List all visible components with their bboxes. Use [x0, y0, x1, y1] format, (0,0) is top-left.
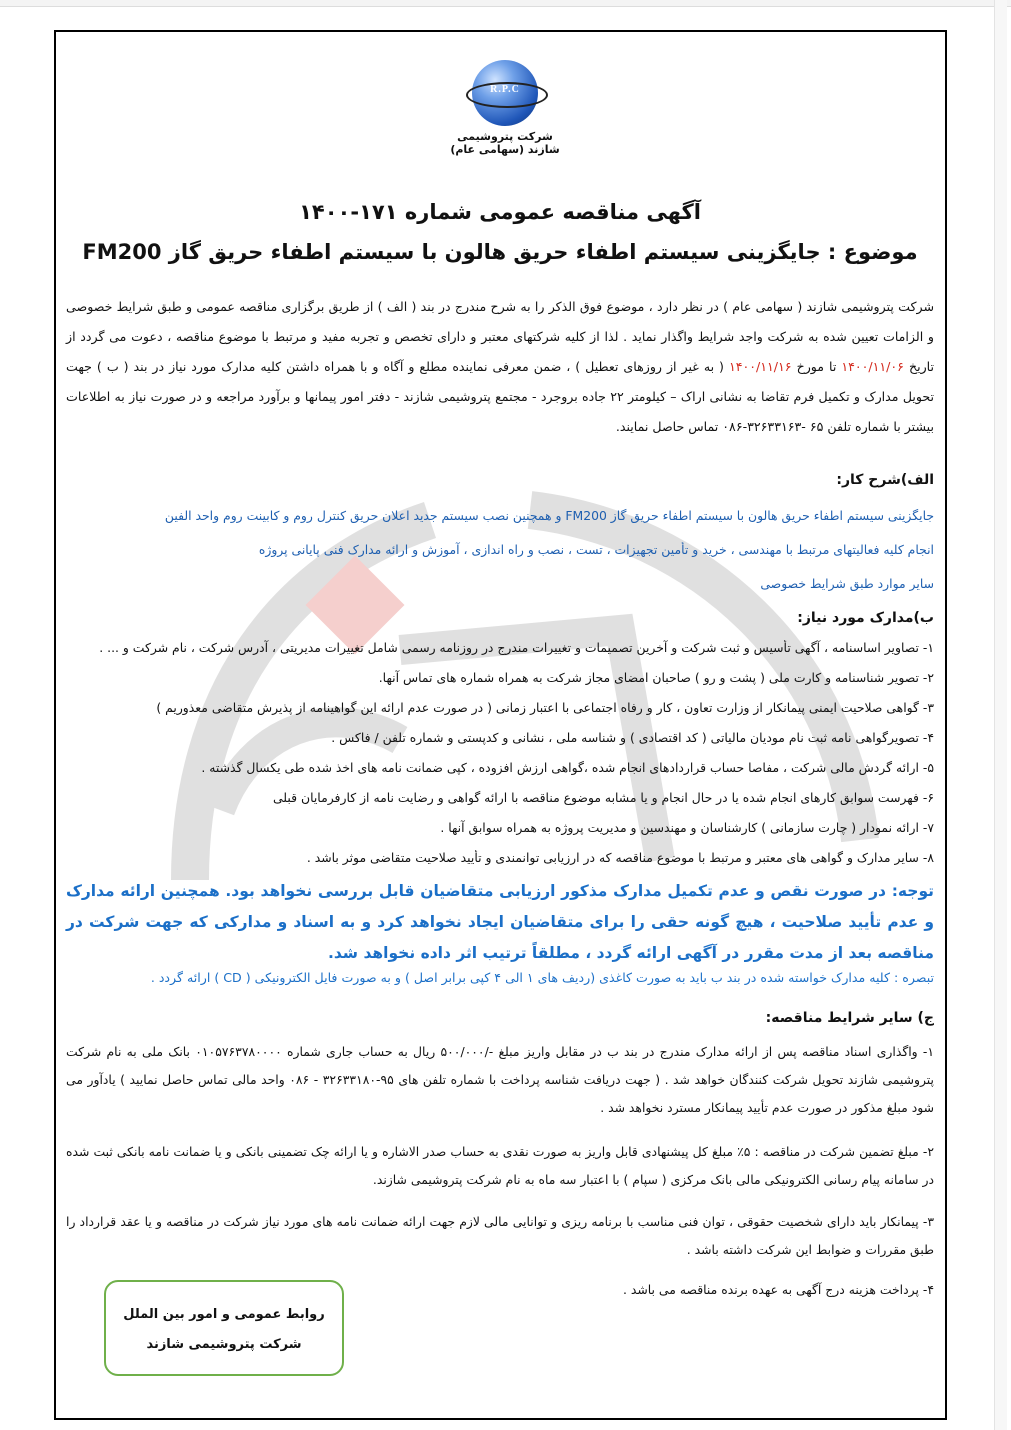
section-a-item: انجام کلیه فعالیتهای مرتبط با مهندسی ، خرید و تأمین تجهیزات ، تست ، نصب و راه اندازی ، آموزش و ارائه مدارک فنی پایانی پروژه: [258, 542, 934, 557]
section-c-heading: ج) سایر شرایط مناقصه:: [765, 1010, 934, 1026]
notice-warning: توجه: در صورت نقص و عدم تکمیل مدارک مذکور ارزیابی متقاضیان قابل بررسی نخواهد بود. همچنین ارائه مدارک و عدم تأیید صلاحیت ، هیچ گونه حقی را برای متقاضیان ایجاد نخواهد کرد و به اسناد و مدارکی که جهت شرکت در مناقصه بعد از مدت مقرر در آگهی ارائه گردد ، مطلقاً ترتیب اثر داده نخواهد شد.: [66, 882, 934, 962]
signature-box: [104, 1280, 344, 1376]
section-b-item: ۲- تصویر شناسنامه و کارت ملی ( پشت و رو ) صاحبان امضای مجاز شرکت به همراه شماره های تماس آنها.: [378, 670, 934, 685]
logo-mark: R.P.C: [490, 84, 520, 95]
viewer-scrollbar[interactable]: [994, 0, 1007, 1430]
section-b-item: ۴- تصویرگواهی نامه ثبت نام مودیان مالیاتی ( کد اقتصادی ) و شناسه ملی ، نشانی و کدپستی و شماره تلفن / فاکس .: [331, 730, 934, 745]
section-b-item: ۷- ارائه نمودار ( چارت سازمانی ) کارشناسان و مهندسین و مدیریت پروژه به همراه سوابق آنها .: [440, 820, 934, 835]
viewer-top-bar: [0, 0, 1011, 7]
date-to: ۱۴۰۰/۱۱/۱۶: [728, 359, 792, 374]
section-b-item: ۳- گواهی صلاحیت ایمنی پیمانکار از وزارت تعاون ، کار و رفاه اجتماعی با اعتبار زمانی ( در صورت عدم ارائه این گواهینامه از پذیرش متقاضی معذوریم ): [156, 700, 934, 715]
date-from: ۱۴۰۰/۱۱/۰۶: [841, 359, 904, 374]
section-c-item: ۳- پیمانکار باید دارای شخصیت حقوقی ، توان فنی مناسب با برنامه ریزی و توانایی مالی لازم جهت ارائه ضمانت نامه های مورد نیاز شرکت در مناقصه و یا عقد قرارداد را طبق مقررات و ضوابط این شرکت داشته باشد .: [66, 1214, 934, 1257]
section-a-item: سایر موارد طبق شرایط خصوصی: [760, 576, 934, 591]
intro-paragraph: شرکت پتروشیمی شازند ( سهامی عام ) در نظر دارد ، موضوع فوق الذکر را به شرح مندرج در بند ( الف ) از طریق برگزاری مناقصه عمومی و طبق شرایط خصوصی و الزامات تعیین شده به شرکت واجد شرایط واگذار نماید . لذا از کلیه شرکتهای معتبر و دارای تخصص و تجربه مفید و مرتبط با موضوع مناقصه ، دعوت می گردد از تاریخ ۱۴۰۰/۱۱/۰۶ تا مورخ ۱۴۰۰/۱۱/۱۶ ( به غیر از روزهای تعطیل ) ، ضمن معرفی نماینده مطلع و آگاه و با همراه داشتن کلیه مدارک مورد نیاز در بند ( ب ) جهت تحویل مدارک و تکمیل فرم تقاضا به نشانی اراک – کیلومتر ۲۲ جاده بروجرد - مجتمع پتروشیمی شازند - دفتر امور پیمانها و برآورد مراجعه و در صورت نیاز به اطلاعات بیشتر با شماره تلفن ۶۵ -۳۲۶۳۳۱۶۳-۰۸۶ تماس حاصل نمایند.: [66, 299, 935, 434]
company-logo: [440, 60, 570, 156]
section-b-heading: ب)مدارک مورد نیاز:: [797, 610, 934, 626]
globe-icon: [472, 60, 538, 126]
section-a-heading: الف)شرح کار:: [836, 472, 934, 488]
section-c-item: ۲- مبلغ تضمین شرکت در مناقصه : ۵٪ مبلغ کل پیشنهادی قابل واریز به صورت نقدی به حساب صدر الاشاره و یا ارائه چک تضمینی بانکی و یا ضمانت نامه بانکی ثبت شده در سامانه پیام رسانی الکترونیکی مالی بانک مرکزی ( سپام ) با اعتبار سه ماه به نام شرکت پتروشیمی شازند.: [66, 1144, 934, 1187]
section-c-item: ۱- واگذاری اسناد مناقصه پس از ارائه مدارک مندرج در بند ب در مقابل واریز مبلغ -/۵۰۰/۰۰۰ ریال به حساب جاری شماره ۰۱۰۵۷۶۳۷۸۰۰۰۰ بانک ملی به نام شرکت پتروشیمی شازند تحویل شرکت کنندگان خواهد شد . ( جهت دریافت شناسه پرداخت با شماره تلفن های ۹۵-۳۲۶۳۳۱۸۰ - ۰۸۶ واحد مالی تماس حاصل نمایید ) یادآور می شود مبلغ مذکور در صورت عدم تأیید پیمانکار مسترد نخواهد شد .: [66, 1044, 935, 1115]
section-b-item: ۵- ارائه گردش مالی شرکت ، مفاصا حساب قراردادهای انجام شده ،گواهی ارزش افزوده ، کپی ضمانت نامه های اخذ شده طی یکسال گذشته .: [201, 760, 934, 775]
remark-note: تبصره : کلیه مدارک خواسته شده در بند ب باید به صورت کاغذی (ردیف های ۱ الی ۴ کپی برابر اصل ) و به صورت فایل الکترونیکی ( CD ) ارائه گردد .: [150, 970, 934, 985]
logo-caption: شرکت پتروشیمی شازند (سهامی عام): [450, 130, 560, 156]
signature-line2: شرکت پتروشیمی شازند: [146, 1337, 302, 1352]
section-c-item: ۴- پرداخت هزینه درج آگهی به عهده برنده مناقصه می باشد .: [622, 1282, 934, 1297]
section-b-item: ۸- سایر مدارک و گواهی های معتبر و مرتبط با موضوع مناقصه که در ارزیابی توانمندی و تأیید صلاحیت متقاضی موثر باشد .: [306, 850, 934, 865]
signature-line1: روابط عمومی و امور بین الملل: [123, 1307, 325, 1322]
tender-title: آگهی مناقصه عمومی شماره ۱۷۱-۱۴۰۰: [299, 200, 701, 224]
section-a-item: جایگزینی سیستم اطفاء حریق هالون با سیستم اطفاء حریق گاز FM200 و همچنین نصب سیستم جدید اعلان حریق کنترل روم و کابینت روم واحد الفین: [164, 508, 934, 523]
tender-subject: موضوع : جایگزینی سیستم اطفاء حریق هالون با سیستم اطفاء حریق گاز FM200: [82, 240, 918, 264]
section-b-item: ۶- فهرست سوابق کارهای انجام شده یا در حال انجام و یا مشابه موضوع مناقصه با ارائه گواهی و رضایت نامه از کارفرمایان قبلی: [272, 790, 934, 805]
section-b-item: ۱- تصاویر اساسنامه ، آگهی تأسیس و ثبت شرکت و آخرین تصمیمات و تغییرات مندرج در روزنامه رسمی شامل تغییرات مدیریتی ، آدرس شرکت ، نام شرکت و ... .: [99, 640, 934, 655]
